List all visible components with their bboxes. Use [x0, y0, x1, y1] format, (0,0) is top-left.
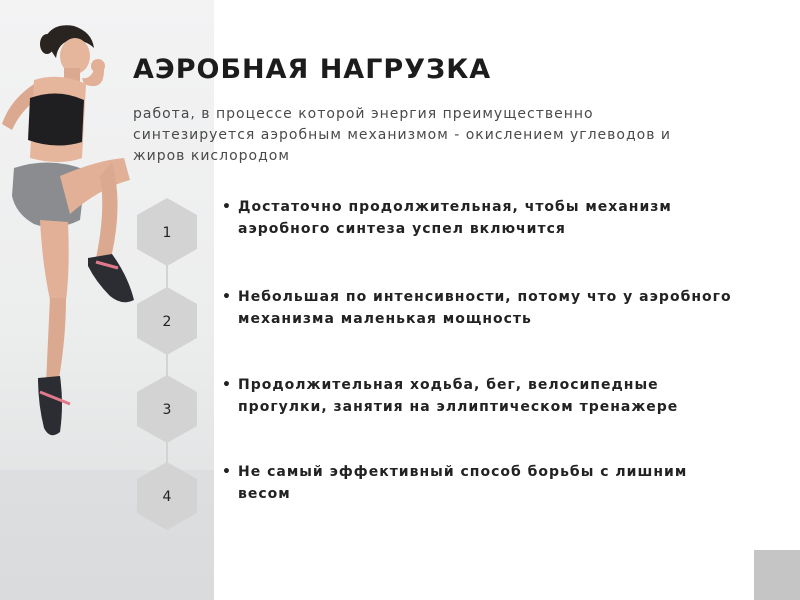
slide-title: АЭРОБНАЯ НАГРУЗКА [133, 54, 492, 85]
step-1-text: Достаточно продолжительная, чтобы механизм аэробного синтеза успел включится [238, 199, 672, 237]
bullet-icon: • [222, 464, 232, 480]
corner-decoration [754, 550, 800, 600]
step-2-point [222, 286, 742, 330]
bullet-icon: • [222, 199, 232, 215]
step-1-number: 1 [162, 225, 172, 241]
definition-text: работа, в процессе которой энергия преимущественно синтезируется аэробным механизмом - окислением углеводов и жиров кислородом [133, 106, 672, 164]
step-4-number: 4 [162, 489, 172, 505]
step-3-text: Продолжительная ходьба, бег, велосипедные прогулки, занятия на эллиптическом тренажере [238, 377, 679, 415]
step-2-text: Небольшая по интенсивности, потому что у аэробного механизма маленькая мощность [238, 289, 732, 327]
bullet-icon: • [222, 377, 232, 393]
step-4-text: Не самый эффективный способ борьбы с лишним весом [238, 464, 688, 502]
step-2-number: 2 [162, 314, 172, 330]
step-3-number: 3 [162, 402, 172, 418]
step-3-point [222, 374, 742, 418]
step-1-point [222, 196, 742, 240]
bullet-icon: • [222, 289, 232, 305]
step-4-point [222, 461, 742, 505]
